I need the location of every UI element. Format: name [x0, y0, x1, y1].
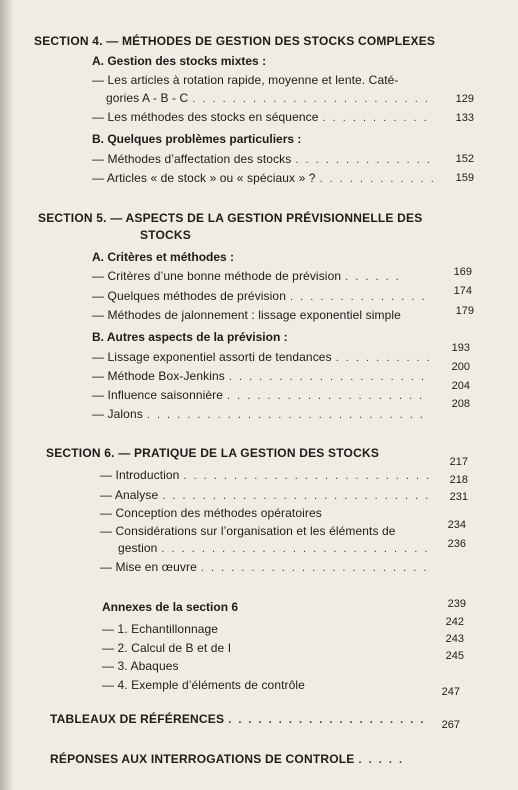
dot-leader [192, 93, 434, 105]
page-number: 247 [441, 686, 460, 698]
toc-entry: gories A - B - C . . . [106, 91, 438, 105]
section-5-title-cont: STOCKS [140, 228, 191, 242]
page-number: 234 [447, 519, 466, 531]
dot-leader [228, 714, 424, 726]
page-number: 193 [451, 342, 470, 354]
dot-leader [162, 490, 432, 502]
toc-entry: — Influence saisonnière . . . [92, 388, 434, 402]
page-number: 242 [445, 616, 464, 628]
page-number: 217 [449, 456, 468, 468]
dot-leader [161, 543, 432, 555]
toc-entry-line: — Les articles à rotation rapide, moyenne et lente. Caté- [92, 73, 399, 87]
page-number: 243 [445, 633, 464, 645]
toc-entry: — Méthodes de jalonnement : lissage exponentiel simple [92, 308, 401, 322]
page-number: 236 [447, 538, 466, 550]
dot-leader [345, 271, 406, 283]
toc-entry: — Introduction . . . [100, 468, 436, 482]
section-5-title: SECTION 5. — ASPECTS DE LA GESTION PRÉVISIONNELLE DES [38, 211, 423, 225]
toc-entry: — Critères d’une bonne méthode de prévision . . . [92, 269, 410, 283]
page-number: 208 [451, 398, 470, 410]
toc-entry: — Jalons . . . [92, 407, 434, 421]
page-number: 231 [449, 491, 468, 503]
dot-leader [229, 371, 430, 383]
section-5-a-title: A. Critères et méthodes : [92, 250, 235, 264]
dot-leader [147, 409, 430, 421]
page-number: 179 [455, 305, 474, 317]
toc-entry: — Mise en œuvre . . . [100, 560, 436, 574]
dot-leader [227, 390, 430, 402]
toc-entry: — Méthodes d’affectation des stocks . . . [92, 152, 438, 166]
toc-entry: — Quelques méthodes de prévision . . . [92, 289, 430, 303]
annexes-title: Annexes de la section 6 [102, 600, 239, 614]
toc-entry: — 2. Calcul de B et de I [102, 641, 232, 655]
section-4-a-title: A. Gestion des stocks mixtes : [92, 54, 267, 68]
tableaux-entry: TABLEAUX DE RÉFÉRENCES . . . [50, 712, 428, 726]
dot-leader [336, 352, 430, 364]
section-4-title: SECTION 4. — MÉTHODES DE GESTION DES STOCKS COMPLEXES [34, 34, 436, 48]
section-6-title: SECTION 6. — PRATIQUE DE LA GESTION DES STOCKS [46, 446, 380, 460]
toc-entry: — Méthode Box-Jenkins . . . [92, 369, 434, 383]
page-number: 218 [449, 474, 468, 486]
section-4-b-title: B. Quelques problèmes particuliers : [92, 132, 302, 146]
page-number: 133 [455, 112, 474, 124]
page-number: 159 [455, 172, 474, 184]
page-number: 245 [445, 650, 464, 662]
toc-entry-line: — Considérations sur l’organisation et les éléments de [100, 524, 396, 538]
dot-leader [183, 470, 432, 482]
page-number: 169 [453, 266, 472, 278]
page-number: 239 [447, 598, 466, 610]
dot-leader [320, 173, 434, 185]
toc-entry: — Articles « de stock » ou « spéciaux » ? . . . [92, 171, 438, 185]
toc-entry: — Conception des méthodes opératoires [100, 506, 322, 520]
toc-entry: — 4. Exemple d’éléments de contrôle [102, 678, 305, 692]
toc-entry: — Analyse . . . [100, 488, 436, 502]
dot-leader [295, 154, 434, 166]
dot-leader [290, 291, 426, 303]
page-number: 129 [455, 93, 474, 105]
toc-entry: — 1. Echantillonnage [102, 622, 219, 636]
toc-entry: — Lissage exponentiel assorti de tendances . . . [92, 350, 434, 364]
toc-entry: — Les méthodes des stocks en séquence . . . [92, 110, 438, 124]
dot-leader [201, 562, 432, 574]
page-number: 200 [451, 361, 470, 373]
page-number: 152 [455, 153, 474, 165]
dot-leader [323, 112, 435, 124]
toc-entry: gestion . . . [118, 541, 436, 555]
toc-entry: — 3. Abaques [102, 659, 179, 673]
dot-leader [359, 754, 409, 766]
page-number: 267 [441, 719, 460, 731]
page-number: 174 [453, 285, 472, 297]
reponses-entry: RÉPONSES AUX INTERROGATIONS DE CONTROLE . . . [50, 752, 412, 766]
section-5-b-title: B. Autres aspects de la prévision : [92, 330, 288, 344]
page-number: 204 [451, 380, 470, 392]
